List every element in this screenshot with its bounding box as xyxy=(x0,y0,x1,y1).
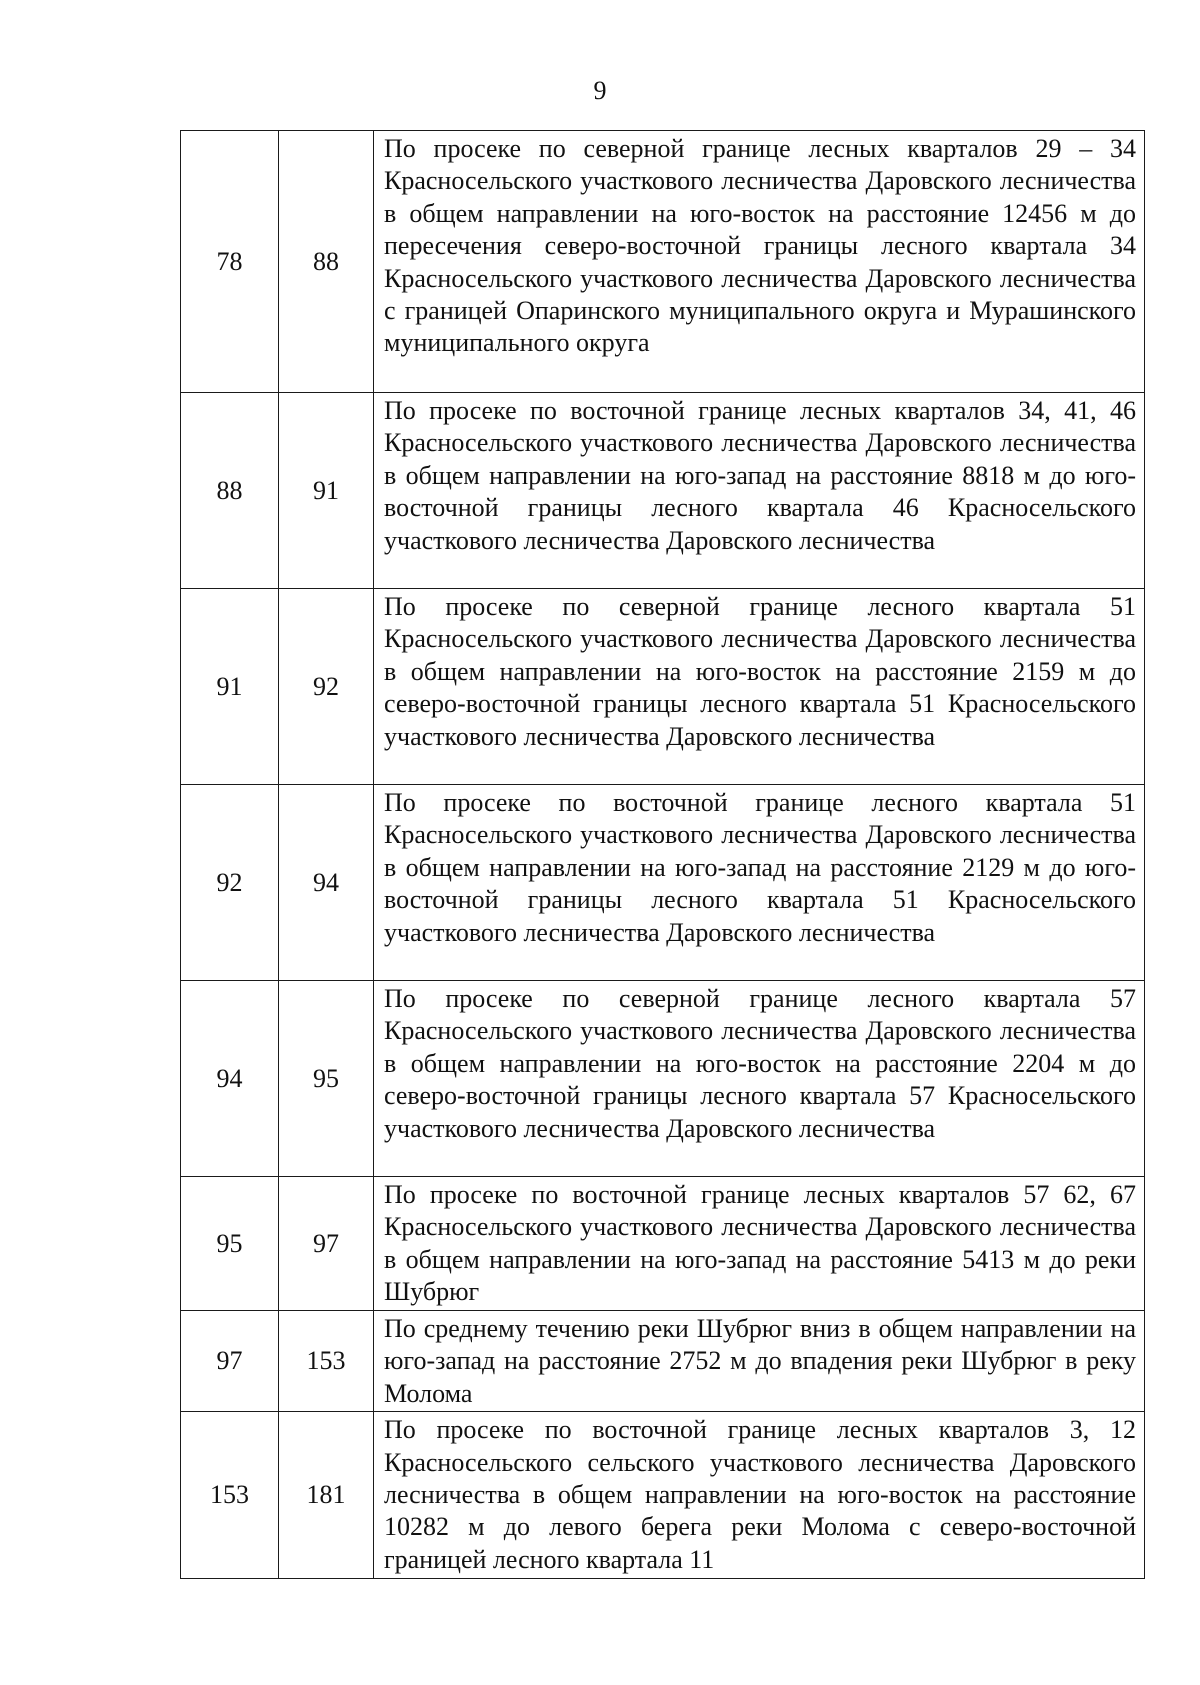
to-point-cell: 97 xyxy=(279,1177,374,1311)
from-point-cell: 97 xyxy=(181,1311,279,1412)
to-point-cell: 95 xyxy=(279,981,374,1177)
boundary-description-cell: По просеке по северной границе лесных кварталов 29 – 34 Красносельского участкового лесничества Даровского лесничества в общем направлении на юго-восток на расстояние 12456 м до пересечения северо-восточной границы лесного квартала 34 Красносельского участкового лесничества Даровского лесничества с границей Опаринского муниципального округа и Мурашинского муниципального округа xyxy=(374,131,1145,393)
boundary-description-cell: По просеке по восточной границе лесных кварталов 34, 41, 46 Красносельского участкового лесничества Даровского лесничества в общем направлении на юго-запад на расстояние 8818 м до юго-восточной границы лесного квартала 46 Красносельского участкового лесничества Даровского лесничества xyxy=(374,393,1145,589)
from-point-cell: 78 xyxy=(181,131,279,393)
from-point-cell: 95 xyxy=(181,1177,279,1311)
table-row xyxy=(181,785,1145,981)
boundary-description-table xyxy=(180,130,1145,1579)
boundary-description-cell: По среднему течению реки Шубрюг вниз в общем направлении на юго-запад на расстояние 2752 м до впадения реки Шубрюг в реку Молома xyxy=(374,1311,1145,1412)
to-point-cell: 92 xyxy=(279,589,374,785)
table-row xyxy=(181,589,1145,785)
boundary-description-cell: По просеке по северной границе лесного квартала 51 Красносельского участкового лесничества Даровского лесничества в общем направлении на юго-восток на расстояние 2159 м до северо-восточной границы лесного квартала 51 Красносельского участкового лесничества Даровского лесничества xyxy=(374,589,1145,785)
table-row xyxy=(181,981,1145,1177)
table-row xyxy=(181,393,1145,589)
table-row xyxy=(181,1412,1145,1579)
page-number: 9 xyxy=(593,76,607,105)
boundary-description-cell: По просеке по северной границе лесного квартала 57 Красносельского участкового лесничества Даровского лесничества в общем направлении на юго-восток на расстояние 2204 м до северо-восточной границы лесного квартала 57 Красносельского участкового лесничества Даровского лесничества xyxy=(374,981,1145,1177)
to-point-cell: 94 xyxy=(279,785,374,981)
table-row xyxy=(181,1177,1145,1311)
boundary-description-cell: По просеке по восточной границе лесных кварталов 57 62, 67 Красносельского участкового лесничества Даровского лесничества в общем направлении на юго-запад на расстояние 5413 м до реки Шубрюг xyxy=(374,1177,1145,1311)
to-point-cell: 181 xyxy=(279,1412,374,1579)
from-point-cell: 88 xyxy=(181,393,279,589)
to-point-cell: 91 xyxy=(279,393,374,589)
table-row xyxy=(181,1311,1145,1412)
from-point-cell: 91 xyxy=(181,589,279,785)
boundary-description-cell: По просеке по восточной границе лесного квартала 51 Красносельского участкового лесничества Даровского лесничества в общем направлении на юго-запад на расстояние 2129 м до юго-восточной границы лесного квартала 51 Красносельского участкового лесничества Даровского лесничества xyxy=(374,785,1145,981)
to-point-cell: 88 xyxy=(279,131,374,393)
from-point-cell: 92 xyxy=(181,785,279,981)
from-point-cell: 94 xyxy=(181,981,279,1177)
to-point-cell: 153 xyxy=(279,1311,374,1412)
table-row xyxy=(181,131,1145,393)
boundary-description-cell: По просеке по восточной границе лесных кварталов 3, 12 Красносельского сельского участкового лесничества Даровского лесничества в общем направлении на юго-восток на расстояние 10282 м до левого берега реки Молома с северо-восточной границей лесного квартала 11 xyxy=(374,1412,1145,1579)
from-point-cell: 153 xyxy=(181,1412,279,1579)
